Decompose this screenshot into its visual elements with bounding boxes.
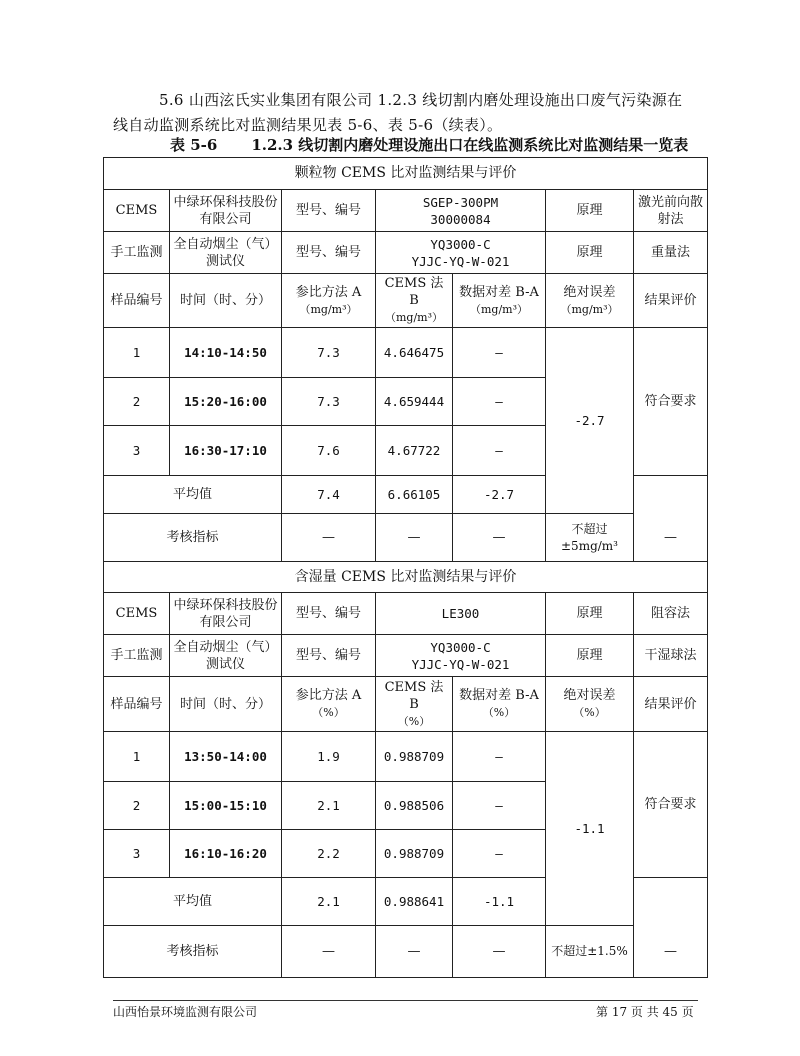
average-row: 平均值 2.1 0.988641 -1.1 — [104, 878, 708, 926]
cems-info-row: CEMS 中绿环保科技股份有限公司 型号、编号 LE300 原理 阻容法 — [104, 593, 708, 635]
manual-info-row: 手工监测 全自动烟尘（气）测试仪 型号、编号 YQ3000-C YJJC-YQ-W-021 原理 重量法 — [104, 232, 708, 274]
table-row: 2 15:00-15:10 2.1 0.988506 — — [104, 782, 708, 830]
header-row: 样品编号 时间（时、分） 参比方法 A （mg/m³） CEMS 法 B （mg/m³） 数据对差 B-A （mg/m³） 绝对误差 （mg/m³） 结果评价 — [104, 274, 708, 328]
section-title: 含湿量 CEMS 比对监测结果与评价 — [104, 562, 708, 593]
intro-line-1: 5.6 山西泫氏实业集团有限公司 1.2.3 线切割内磨处理设施出口废气污染源在 — [159, 91, 683, 109]
manual-model: YQ3000-C YJJC-YQ-W-021 — [376, 232, 546, 274]
section-title: 颗粒物 CEMS 比对监测结果与评价 — [104, 158, 708, 190]
evaluation: 符合要求 — [634, 732, 708, 878]
table-number: 表 5-6 — [170, 136, 218, 154]
table-row: 1 14:10-14:50 7.3 4.646475 — -2.7 符合要求 — [104, 328, 708, 378]
intro-paragraph — [113, 88, 713, 138]
intro-line-2: 线自动监测系统比对监测结果见表 5-6、表 5-6（续表）。 — [113, 116, 503, 134]
footer-company: 山西怡景环境监测有限公司 — [113, 1005, 258, 1019]
footer-divider — [113, 1000, 698, 1001]
comparison-table — [103, 157, 708, 978]
evaluation: 符合要求 — [634, 328, 708, 476]
table-row: 2 15:20-16:00 7.3 4.659444 — — [104, 378, 708, 426]
abs-error: -1.1 — [546, 732, 634, 926]
cems-info-row: CEMS 中绿环保科技股份有限公司 型号、编号 SGEP-300PM 30000084 原理 激光前向散射法 — [104, 190, 708, 232]
table-row: 1 13:50-14:00 1.9 0.988709 — -1.1 符合要求 — [104, 732, 708, 782]
abs-error: -2.7 — [546, 328, 634, 514]
header-row: 样品编号 时间（时、分） 参比方法 A （%） CEMS 法 B （%） 数据对差 B-A （%） 绝对误差 （%） 结果评价 — [104, 677, 708, 732]
table-row: 3 16:30-17:10 7.6 4.67722 — — [104, 426, 708, 476]
table-title: 1.2.3 线切割内磨处理设施出口在线监测系统比对监测结果一览表 — [251, 136, 689, 154]
target-row: 考核指标 — — — 不超过±1.5% — — [104, 926, 708, 978]
table-caption — [170, 134, 688, 155]
average-row: 平均值 7.4 6.66105 -2.7 — [104, 476, 708, 514]
manual-info-row: 手工监测 全自动烟尘（气）测试仪 型号、编号 YQ3000-C YJJC-YQ-W-021 原理 干湿球法 — [104, 635, 708, 677]
manual-model: YQ3000-C YJJC-YQ-W-021 — [376, 635, 546, 677]
cems-model: SGEP-300PM 30000084 — [376, 190, 546, 232]
cems-model: LE300 — [376, 593, 546, 635]
target-row: 考核指标 — — — 不超过±5mg/m³ — — [104, 514, 708, 562]
footer-page-number: 第 17 页 共 45 页 — [596, 1005, 694, 1019]
table-row: 3 16:10-16:20 2.2 0.988709 — — [104, 830, 708, 878]
